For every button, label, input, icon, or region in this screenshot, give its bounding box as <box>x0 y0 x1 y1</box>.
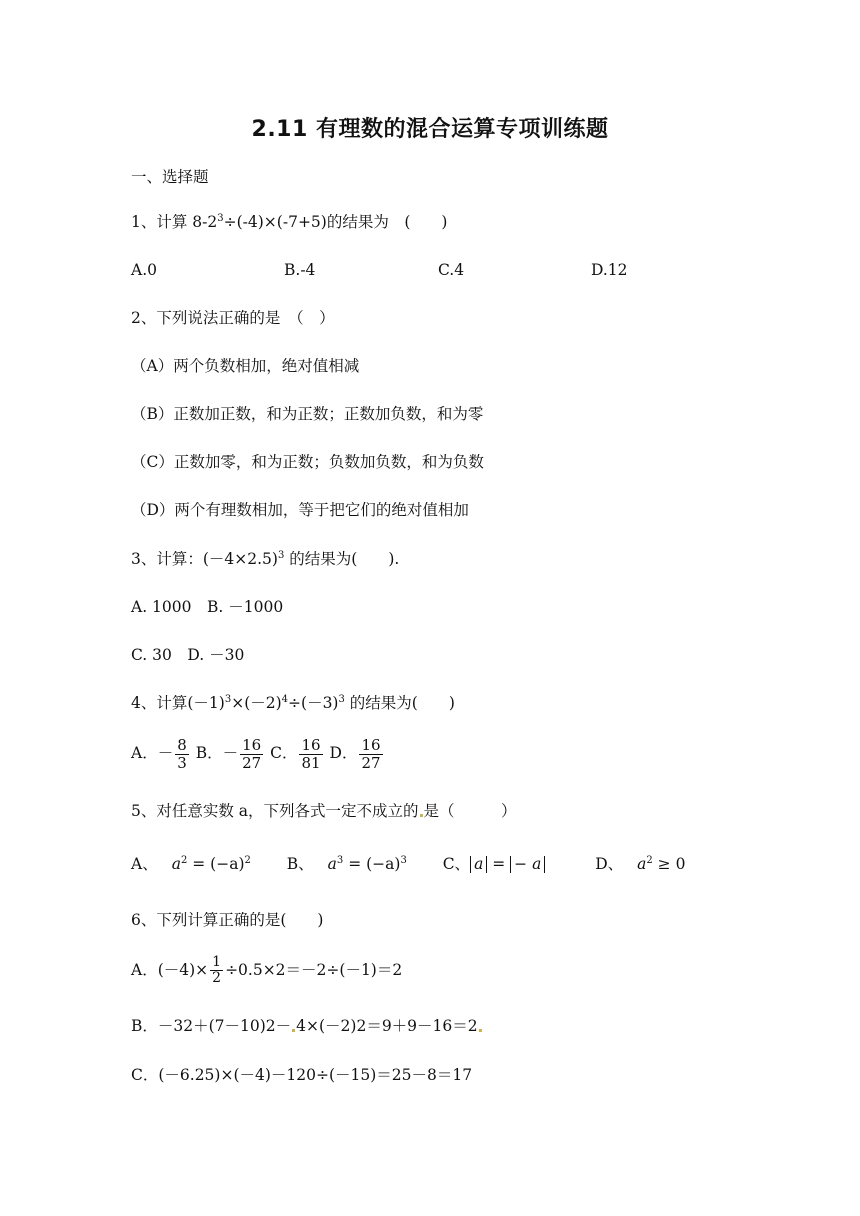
q4-stem-part-b: ×(－2) <box>231 694 282 712</box>
q1-stem-text: 1、计算 8-2 <box>131 213 218 231</box>
q5-option-a-sup-1: 2 <box>180 855 188 866</box>
q1-option-c: C.4 <box>438 261 465 279</box>
q1-option-a: A.0 <box>131 261 157 279</box>
q6-option-c: C．(－6.25)×(－4)－120÷(－15)＝25－8＝17 <box>131 1066 473 1084</box>
q3-options-line-1: A. 1000 B. －1000 <box>131 598 284 616</box>
q5-option-a-label: A、 <box>131 855 158 873</box>
q4-stem-part-d: 的结果为( ) <box>344 694 455 712</box>
q4-exponent-b: 4 <box>281 694 289 705</box>
q4-option-b-denominator: 27 <box>242 753 262 772</box>
question-3-stem <box>131 550 399 569</box>
q2-option-b: （B）正数加正数，和为正数；正数加负数，和为零 <box>131 405 484 423</box>
q5-option-d-sup: 2 <box>646 855 653 866</box>
q4-option-b-label: B．－ <box>195 744 239 762</box>
q5-option-d-var: a <box>637 855 647 873</box>
q2-option-d: （D）两个有理数相加，等于把它们的绝对值相加 <box>131 501 469 519</box>
q4-option-d-label: D． <box>329 744 358 762</box>
q6-option-b-post: 4×(－2)2＝9＋9－16＝2 <box>296 1017 478 1035</box>
mark-dot <box>292 1029 295 1032</box>
q3-stem-text: 3、计算：(－4×2.5) <box>131 550 278 568</box>
q5-stem-text-end: 是（ ） <box>423 802 517 820</box>
q5-options <box>131 855 685 874</box>
q4-stem-part-a: 4、计算(－1) <box>131 694 225 712</box>
q5-option-d-rest: ≥ 0 <box>652 855 686 873</box>
q4-option-c-numerator: 16 <box>301 736 321 754</box>
q5-option-b-sup-2: 3 <box>400 855 407 866</box>
question-2-stem: 2、下列说法正确的是 （ ） <box>131 309 335 327</box>
q5-option-b-rhs: = (−a) <box>343 855 401 873</box>
q3-exponent: 3 <box>277 550 285 561</box>
q5-option-a-var: a <box>171 855 181 873</box>
q6-option-b-pre: B．－32＋(7－10)2－ <box>131 1017 292 1035</box>
q6-option-b <box>131 1017 483 1036</box>
q4-option-b-fraction <box>240 737 263 771</box>
q4-option-a-label: A．－ <box>131 744 174 762</box>
q5-option-c-abs-left: a <box>470 856 487 873</box>
q1-exponent: 3 <box>217 213 224 224</box>
q5-option-c-eq: = <box>487 855 511 873</box>
q4-option-c-fraction <box>299 737 322 771</box>
q4-option-c-denominator: 81 <box>301 753 321 772</box>
q3-options-line-2: C. 30 D. －30 <box>131 646 245 664</box>
q4-option-c-label: C． <box>270 744 298 762</box>
section-heading: 一、选择题 <box>131 168 209 186</box>
mark-dot <box>420 814 423 817</box>
question-4-stem <box>131 694 455 713</box>
document-title: 2.11 有理数的混合运算专项训练题 <box>251 117 609 142</box>
q4-exponent-c: 3 <box>338 694 345 705</box>
q6-option-a-pre: A．(－4)× <box>131 960 209 979</box>
question-6-stem: 6、下列计算正确的是( ) <box>131 911 324 929</box>
q6-option-a-numerator: 1 <box>212 954 222 970</box>
q4-option-a-fraction <box>175 737 189 771</box>
q1-option-d: D.12 <box>591 261 628 279</box>
q6-option-a-fraction <box>210 955 223 987</box>
question-1-stem <box>131 213 447 232</box>
q6-option-a-post: ÷0.5×2＝－2÷(－1)＝2 <box>225 960 403 979</box>
q5-option-b-var: a <box>327 855 337 873</box>
q1-stem-text-end: ÷(-4)×(-7+5)的结果为 ( ) <box>223 213 448 231</box>
q1-option-b: B.-4 <box>284 261 316 279</box>
q3-stem-text-end: 的结果为( ). <box>284 550 400 568</box>
q5-option-c-abs-right: − a <box>510 856 545 873</box>
q5-option-b-label: B、 <box>286 855 314 873</box>
q5-option-c-label: C、 <box>442 855 471 873</box>
q2-option-a: （A）两个负数相加，绝对值相减 <box>131 357 360 375</box>
q4-option-a-denominator: 3 <box>177 753 187 772</box>
q4-option-b-numerator: 16 <box>242 736 262 754</box>
q4-exponent-a: 3 <box>224 694 232 705</box>
q4-options <box>131 737 385 771</box>
q4-option-d-denominator: 27 <box>361 753 381 772</box>
q6-option-a-denominator: 2 <box>212 970 222 987</box>
q5-option-a-rhs: = (−a) <box>187 855 245 873</box>
q5-option-b-sup-1: 3 <box>336 855 344 866</box>
q4-option-d-fraction <box>359 737 382 771</box>
mark-dot <box>479 1029 482 1032</box>
q4-stem-part-c: ÷(－3) <box>288 694 339 712</box>
question-5-stem <box>131 802 517 821</box>
q5-option-d-label: D、 <box>595 855 624 873</box>
q5-option-a-sup-2: 2 <box>244 855 251 866</box>
q4-option-d-numerator: 16 <box>361 736 381 754</box>
q6-option-a <box>131 955 402 987</box>
q4-option-a-numerator: 8 <box>177 736 187 754</box>
q5-stem-text: 5、对任意实数 a，下列各式一定不成立的 <box>131 802 419 820</box>
q2-option-c: （C）正数加零，和为正数；负数加负数，和为负数 <box>131 453 484 471</box>
